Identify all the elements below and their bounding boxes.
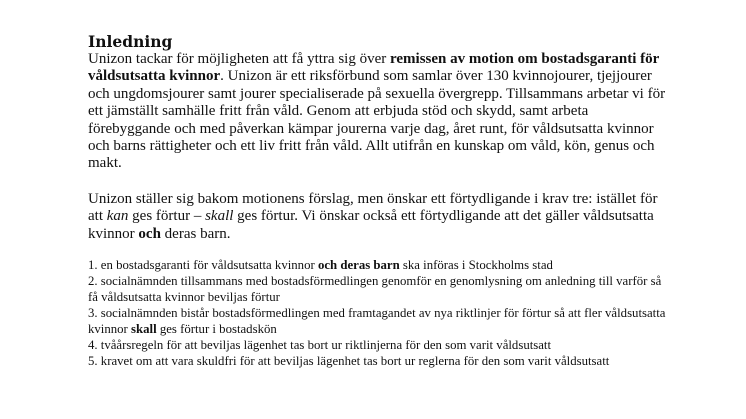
position-text-1: Unizon ställer sig bakom motionens förslag, men önskar ett förtydligande i krav tre: istället för att [88, 190, 658, 225]
position-italic-kan: kan [106, 208, 129, 225]
demands-list [88, 258, 668, 369]
list-item: 4. tvåårsregeln för att beviljas lägenhet tas bort ur riktlinjerna för den som varit våldsutsatt [88, 337, 552, 352]
position-paragraph [88, 191, 668, 243]
item1-text-1: 1. en bostadsgaranti för våldsutsatta kvinnor [88, 258, 318, 273]
document-page [88, 32, 668, 369]
list-item [88, 258, 668, 274]
list-item [88, 306, 668, 338]
section-heading: Inledning [88, 32, 173, 51]
item3-bold: skall [131, 321, 157, 336]
position-bold-och: och [138, 225, 161, 242]
intro-bold-remiss: remissen av motion om bostadsgaranti för våldsutsatta kvinnor [88, 51, 660, 85]
position-text-2: ges förtur – [128, 208, 206, 225]
paragraph-spacer [88, 173, 668, 191]
position-text-3: ges förtur. Vi önskar också ett förtydligande att det gäller våldsutsatta kvinnor [88, 208, 654, 242]
item3-text-2: ges förtur i bostadskön [156, 321, 277, 336]
item3-text-1: 3. socialnämnden bistår bostadsförmedlingen med framtagandet av nya riktlinjer för förtur så att fler våldsutsatta kvinnor [88, 305, 666, 336]
item1-text-2: ska införas i Stockholms stad [399, 258, 553, 273]
item1-bold: och deras barn [317, 258, 400, 273]
position-text-4: deras barn. [160, 225, 231, 242]
intro-text-1: Unizon tackar för möjligheten att få yttra sig över [88, 51, 390, 67]
list-item: 5. kravet om att vara skuldfri för att beviljas lägenhet tas bort ur reglerna för den som varit våldsutsatt [88, 353, 610, 368]
list-spacer [88, 243, 668, 258]
position-italic-skall: skall [205, 208, 234, 225]
intro-text-2: . Unizon är ett riksförbund som samlar över 130 kvinnojourer, tjejjourer och ungdomsjourer samt jourer specialiserade på sexuella övergrepp. Tillsammans arbetar vi för ett jämställt samhälle fritt från våld. Genom att erbjuda stöd och skydd, samt arbeta förebyggande och med påverkan kämpar jourerna varje dag, året runt, för våldsutsatta kvinnor och barns rättigheter och ett liv fritt från våld. Allt utifrån en kunskap om våld, kön, genus och makt. [88, 68, 666, 172]
list-item: 2. socialnämnden tillsammans med bostadsförmedlingen genomför en genomlysning om anledning till varför så få våldsutsatta kvinnor beviljas förtur [88, 273, 662, 304]
intro-paragraph [88, 51, 668, 173]
